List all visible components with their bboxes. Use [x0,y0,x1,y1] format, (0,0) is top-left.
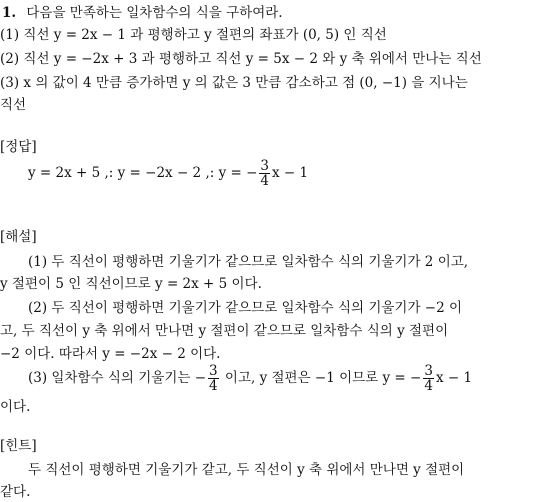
problem-item-2: (2) 직선 y = −2x + 3 과 평행하고 직선 y = 5x − 2 와 y 축 위에서 만나는 직선 [0,51,482,67]
hint-heading: [힌트] [0,438,37,454]
problem-item-1: (1) 직선 y = 2x − 1 과 평행하고 y 절편의 좌표가 (0, 5) 인 직선 [0,27,387,43]
problem-stem: 다음을 만족하는 일차함수의 식을 구하여라. [26,5,283,21]
explanation-line-6a: (3) 일차함수 식의 기울기는 − [28,370,207,386]
problem-item-3: (3) x 의 값이 4 만큼 증가하면 y 의 값은 3 만큼 감소하고 점 (0, −1) 을 지나는 [0,75,468,91]
answer-part2: x − 1 [272,165,309,181]
explanation-line-6b: 이고, y 절편은 −1 이므로 y = − [224,370,422,386]
equation-frac-den: 4 [424,378,433,394]
explanation-line-6 [28,363,472,393]
answer-line [28,158,308,188]
equation-frac-num: 3 [424,363,433,379]
explanation-line-1: (1) 두 직선이 평행하면 기울기가 같으므로 일차함수 식의 기울기가 2 이고, [28,254,469,270]
slope-fraction [208,364,219,393]
explanation-line-5: −2 이다. 따라서 y = −2x − 2 이다. [0,346,221,362]
answer-part1: y = 2x + 5 ,: y = −2x − 2 ,: y = − [28,165,258,181]
explanation-line-4: 고, 두 직선이 y 축 위에서 만나면 y 절편이 같으므로 일차함수 식의 y 절편이 [0,323,449,339]
slope-frac-num: 3 [209,363,218,379]
hint-line-2: 같다. [0,484,31,500]
answer-heading: [정답] [0,139,37,155]
explanation-line-6c: x − 1 [435,370,473,386]
problem-item-3-cont: 직선 [0,97,27,113]
explanation-line-7: 이다. [0,399,31,415]
answer-fraction [259,159,270,188]
equation-fraction [423,364,434,393]
explanation-line-2: y 절편이 5 인 직선이므로 y = 2x + 5 이다. [0,276,262,292]
explanation-heading: [해설] [0,229,37,245]
problem-number: 1. [2,5,17,21]
problem-line [2,4,283,22]
answer-frac-num: 3 [260,158,269,174]
hint-line-1: 두 직선이 평행하면 기울기가 같고, 두 직선이 y 축 위에서 만나면 y 절편이 [28,462,465,478]
explanation-line-3: (2) 두 직선이 평행하면 기울기가 같으므로 일차함수 식의 기울기가 −2 이 [28,300,463,316]
answer-frac-den: 4 [260,173,269,189]
slope-frac-den: 4 [209,378,218,394]
